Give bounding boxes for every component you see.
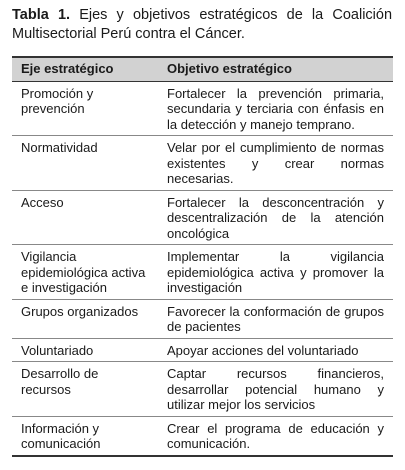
table-row [12,81,393,136]
axis-cell: Normatividad [12,136,158,191]
objective-cell: Crear el programa de educación y comunicación. [158,416,393,456]
strategic-axes-table [12,56,393,457]
objective-cell: Velar por el cumplimiento de normas existentes y crear normas necesarias. [158,136,393,191]
objective-cell: Apoyar acciones del voluntariado [158,338,393,362]
axis-cell: Vigilancia epidemiológica activa e investigación [12,245,158,300]
objective-cell: Implementar la vigilancia epidemiológica activa y promover la investigación [158,245,393,300]
axis-cell: Información y comunicación [12,416,158,456]
axis-cell: Desarrollo de recursos [12,362,158,417]
table-row [12,362,393,417]
table-header-row [12,57,393,81]
objective-cell: Favorecer la conformación de grupos de pacientes [158,299,393,338]
table-row [12,245,393,300]
axis-cell: Promoción y prevención [12,81,158,136]
table-row [12,136,393,191]
objective-cell: Captar recursos financieros, desarrollar potencial humano y utilizar mejor los servicios [158,362,393,417]
table-row [12,416,393,456]
axis-cell: Grupos organizados [12,299,158,338]
caption-label: Tabla 1. [12,7,71,23]
axis-cell: Voluntariado [12,338,158,362]
caption-text: Ejes y objetivos estratégicos de la Coalición Multisectorial Perú contra el Cáncer. [12,7,393,42]
objective-cell: Fortalecer la prevención primaria, secundaria y terciaria con énfasis en la detección y manejo temprano. [158,81,393,136]
header-objective: Objetivo estratégico [158,57,393,81]
objective-cell: Fortalecer la desconcentración y descentralización de la atención oncológica [158,190,393,245]
table-row [12,190,393,245]
header-axis: Eje estratégico [12,57,158,81]
table-row [12,338,393,362]
axis-cell: Acceso [12,190,158,245]
table-caption [12,6,392,44]
table-row [12,299,393,338]
